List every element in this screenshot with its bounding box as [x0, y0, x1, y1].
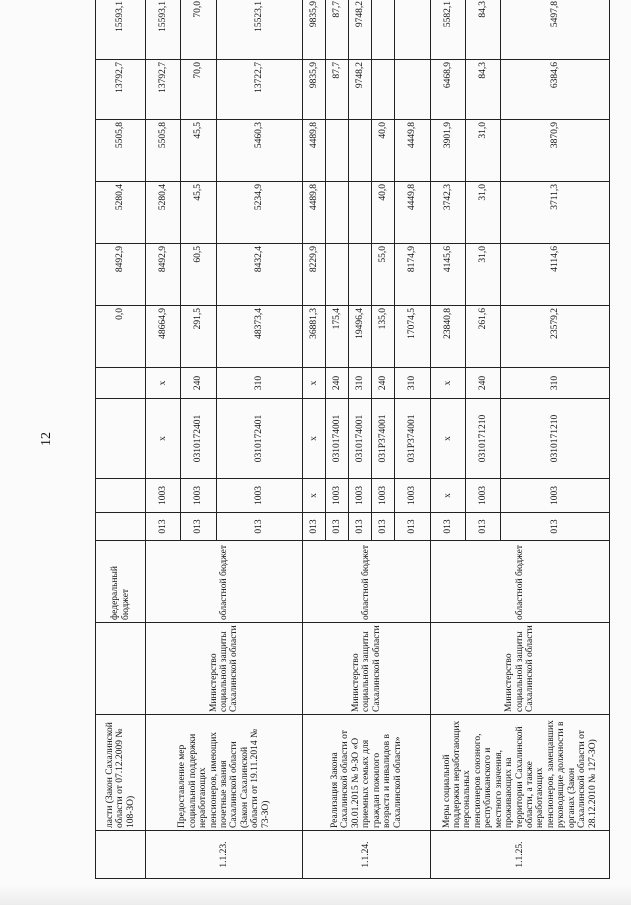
measure-name-cell: Предоставление мер социальной поддержки неработающих пенсионеров, имеющих почетные звания Сахалинской области (Закон Сахалинской области от 19.11.2014 № 73-ЗО) [146, 715, 303, 831]
amount-cell: 135,0 [372, 306, 395, 368]
executor-cell: Министерство социальной защиты Сахалинской области [303, 623, 430, 715]
amount-cell: 5280,4 [146, 182, 181, 244]
target-article-cell: х [303, 399, 326, 479]
target-article-cell: 031P374001 [395, 399, 430, 479]
executor-cell: Министерство социальной защиты Сахалинской области [430, 623, 609, 715]
amount-cell: 15593,1 [96, 0, 146, 60]
grbs-code-cell: 013 [216, 513, 303, 541]
amount-cell: 8432,4 [216, 244, 303, 306]
amount-cell: 4449,8 [395, 120, 430, 182]
expense-type-cell: 310 [501, 368, 610, 399]
amount-cell: 9835,9 [303, 0, 326, 60]
amount-cell: 60,5 [181, 244, 216, 306]
code-cell [96, 479, 146, 513]
section-code-cell: х [303, 479, 326, 513]
grbs-code-cell: 013 [349, 513, 372, 541]
budget-cell: областной бюджет [146, 541, 303, 623]
amount-cell: 3711,3 [501, 182, 610, 244]
target-article-cell: 0310172401 [216, 399, 303, 479]
number-cell [96, 831, 146, 879]
executor-cell [96, 623, 146, 715]
amount-cell: 84,3 [466, 60, 501, 120]
amount-cell: 23579,2 [501, 306, 610, 368]
budget-cell: областной бюджет [303, 541, 430, 623]
amount-cell: 45,5 [181, 120, 216, 182]
page-bottom-edge [0, 885, 631, 905]
amount-cell: 31,0 [466, 182, 501, 244]
amount-cell [372, 60, 395, 120]
amount-cell [326, 182, 349, 244]
amount-cell: 261,6 [466, 306, 501, 368]
measure-name-cell: ласти (Закон Сахалинской области от 07.12.2009 № 108-ЗО) [96, 715, 146, 831]
amount-cell: 0,0 [96, 306, 146, 368]
amount-cell: 70,0 [181, 0, 216, 60]
amount-cell: 175,4 [326, 306, 349, 368]
amount-cell [349, 120, 372, 182]
amount-cell: 48373,4 [216, 306, 303, 368]
target-article-cell: 0310171210 [466, 399, 501, 479]
code-cell [96, 513, 146, 541]
budget-cell: федеральный бюджет [96, 541, 146, 623]
code-cell [96, 368, 146, 399]
amount-cell: 84,3 [466, 0, 501, 60]
amount-cell: 55,0 [372, 244, 395, 306]
table-body [96, 0, 610, 879]
amount-cell: 23840,8 [430, 306, 465, 368]
amount-cell: 48664,9 [146, 306, 181, 368]
table-row [146, 0, 181, 879]
amount-cell: 5582,1 [430, 0, 465, 60]
grbs-code-cell: 013 [303, 513, 326, 541]
measure-name-cell: Меры социальной поддержки неработающих персональных пенсионеров союзного, республиканского и местного значения, проживающих на территории Сахалинской области, а также неработающих пенсионеров, замещавших руководящие должности в органах (Закон Сахалинской области от 28.12.2010 № 127-ЗО) [430, 715, 609, 831]
section-code-cell: 1003 [395, 479, 430, 513]
amount-cell: 9748,2 [349, 60, 372, 120]
grbs-code-cell: 013 [372, 513, 395, 541]
expense-type-cell: 310 [395, 368, 430, 399]
amount-cell: 4489,8 [303, 120, 326, 182]
expense-type-cell: 310 [216, 368, 303, 399]
code-cell [96, 399, 146, 479]
amount-cell: 31,0 [466, 120, 501, 182]
expense-type-cell: 240 [466, 368, 501, 399]
section-code-cell: 1003 [181, 479, 216, 513]
amount-cell: 5497,8 [501, 0, 610, 60]
amount-cell: 291,5 [181, 306, 216, 368]
grbs-code-cell: 013 [181, 513, 216, 541]
amount-cell: 31,0 [466, 244, 501, 306]
grbs-code-cell: 013 [395, 513, 430, 541]
expense-type-cell: 240 [326, 368, 349, 399]
section-code-cell: х [430, 479, 465, 513]
amount-cell [326, 244, 349, 306]
amount-cell [395, 60, 430, 120]
budget-cell: областной бюджет [430, 541, 609, 623]
amount-cell: 5280,4 [96, 182, 146, 244]
executor-cell: Министерство социальной защиты Сахалинской области [146, 623, 303, 715]
amount-cell [349, 244, 372, 306]
amount-cell: 13722,7 [216, 60, 303, 120]
amount-cell: 13792,7 [96, 60, 146, 120]
budget-table [95, 0, 610, 879]
amount-cell: 6468,9 [430, 60, 465, 120]
amount-cell: 36881,3 [303, 306, 326, 368]
amount-cell: 87,7 [326, 60, 349, 120]
item-number-cell: 1.1.24. [303, 831, 430, 879]
amount-cell: 4489,8 [303, 182, 326, 244]
amount-cell: 3901,9 [430, 120, 465, 182]
target-article-cell: х [430, 399, 465, 479]
section-code-cell: 1003 [466, 479, 501, 513]
section-code-cell: 1003 [146, 479, 181, 513]
section-code-cell: 1003 [501, 479, 610, 513]
amount-cell: 4145,6 [430, 244, 465, 306]
amount-cell: 5505,8 [96, 120, 146, 182]
measure-name-cell: Реализация Закона Сахалинской области от 30.01.2015 № 9-ЗО «О приемных семьях для граждан пожилого возраста и инвалидов в Сахалинской области» [303, 715, 430, 831]
amount-cell: 70,0 [181, 60, 216, 120]
grbs-code-cell: 013 [501, 513, 610, 541]
expense-type-cell: х [430, 368, 465, 399]
amount-cell: 5234,9 [216, 182, 303, 244]
table-row [96, 0, 146, 879]
amount-cell: 13792,7 [146, 60, 181, 120]
rotated-table-container [95, 0, 610, 879]
expense-type-cell: х [146, 368, 181, 399]
amount-cell: 40,0 [372, 120, 395, 182]
target-article-cell: 0310174001 [349, 399, 372, 479]
amount-cell: 45,5 [181, 182, 216, 244]
item-number-cell: 1.1.25. [430, 831, 609, 879]
target-article-cell: х [146, 399, 181, 479]
amount-cell: 4449,8 [395, 182, 430, 244]
section-code-cell: 1003 [349, 479, 372, 513]
target-article-cell: 031P374001 [372, 399, 395, 479]
section-code-cell: 1003 [216, 479, 303, 513]
amount-cell: 15593,1 [146, 0, 181, 60]
grbs-code-cell: 013 [326, 513, 349, 541]
expense-type-cell: 240 [181, 368, 216, 399]
amount-cell [372, 0, 395, 60]
item-number-cell: 1.1.23. [146, 831, 303, 879]
grbs-code-cell: 013 [430, 513, 465, 541]
amount-cell [395, 0, 430, 60]
expense-type-cell: 240 [372, 368, 395, 399]
amount-cell: 6384,6 [501, 60, 610, 120]
amount-cell: 17074,5 [395, 306, 430, 368]
amount-cell: 3742,3 [430, 182, 465, 244]
amount-cell: 9748,2 [349, 0, 372, 60]
amount-cell: 4114,6 [501, 244, 610, 306]
amount-cell: 5505,8 [146, 120, 181, 182]
page-number: 12 [39, 432, 54, 446]
amount-cell: 9835,9 [303, 60, 326, 120]
amount-cell: 19496,4 [349, 306, 372, 368]
target-article-cell: 0310171210 [501, 399, 610, 479]
grbs-code-cell: 013 [466, 513, 501, 541]
amount-cell: 5460,3 [216, 120, 303, 182]
table-row [303, 0, 326, 879]
section-code-cell: 1003 [326, 479, 349, 513]
target-article-cell: 0310174001 [326, 399, 349, 479]
expense-type-cell: х [303, 368, 326, 399]
amount-cell: 8492,9 [96, 244, 146, 306]
amount-cell: 40,0 [372, 182, 395, 244]
amount-cell: 87,7 [326, 0, 349, 60]
amount-cell: 8229,9 [303, 244, 326, 306]
amount-cell [326, 120, 349, 182]
amount-cell: 15523,1 [216, 0, 303, 60]
table-row [430, 0, 465, 879]
amount-cell: 8492,9 [146, 244, 181, 306]
section-code-cell: 1003 [372, 479, 395, 513]
target-article-cell: 0310172401 [181, 399, 216, 479]
grbs-code-cell: 013 [146, 513, 181, 541]
amount-cell [349, 182, 372, 244]
amount-cell: 3870,9 [501, 120, 610, 182]
amount-cell: 8174,9 [395, 244, 430, 306]
expense-type-cell: 310 [349, 368, 372, 399]
